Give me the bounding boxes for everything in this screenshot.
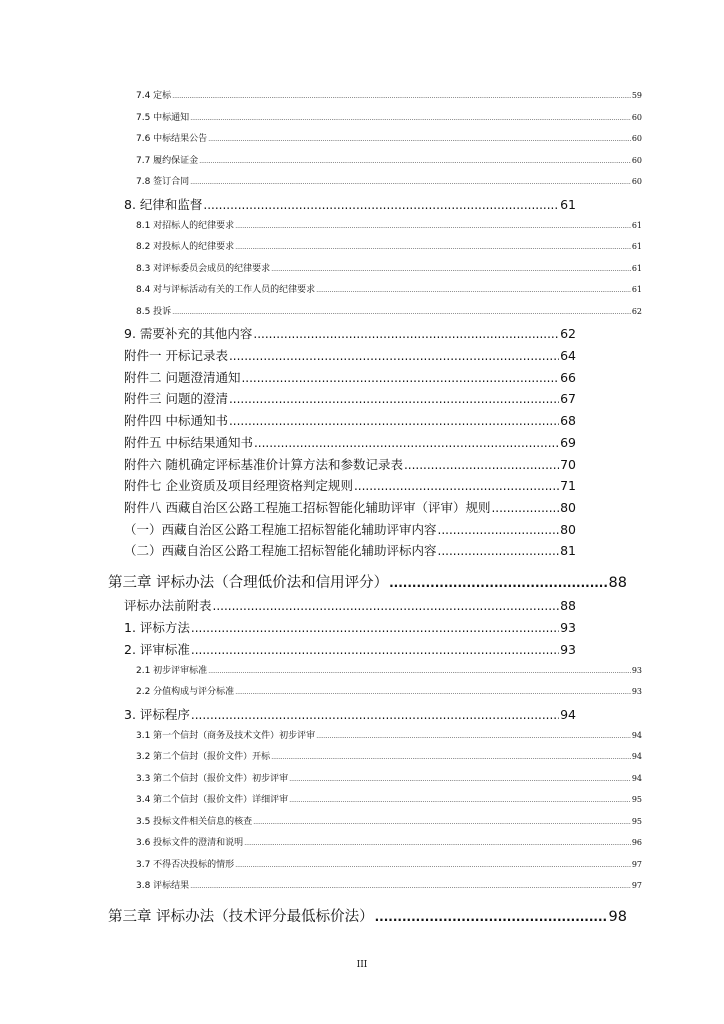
toc-entry-page: 62 [631, 307, 642, 316]
toc-leader-dots [289, 776, 631, 783]
toc-leader-dots [375, 910, 608, 924]
toc-entry-title: 8.1 对招标人的纪律要求 [136, 221, 235, 231]
toc-entry[interactable] [124, 520, 576, 538]
toc-entry[interactable] [136, 282, 642, 295]
toc-leader-dots [213, 599, 560, 613]
toc-entry-title: 第三章 评标办法（合理低价法和信用评分） [108, 575, 389, 591]
toc-leader-dots [316, 287, 631, 294]
toc-entry-title: 2.1 初步评审标准 [136, 666, 208, 676]
toc-entry-page: 95 [631, 795, 642, 804]
toc-entry-page: 60 [631, 156, 642, 165]
toc-entry-page: 61 [631, 221, 642, 230]
toc-entry-title: 附件二 问题澄清通知 [124, 370, 241, 385]
toc-leader-dots [235, 862, 631, 869]
toc-leader-dots [229, 392, 559, 406]
toc-entry-page: 70 [560, 457, 576, 472]
toc-leader-dots [491, 501, 559, 515]
toc-entry[interactable] [136, 878, 642, 891]
toc-leader-dots [241, 371, 559, 385]
toc-entry[interactable] [136, 835, 642, 848]
toc-entry-title: 7.7 履约保证金 [136, 156, 199, 166]
toc-entry-title: 3.7 不得否决投标的情形 [136, 860, 235, 870]
toc-entry[interactable] [136, 304, 642, 317]
toc-leader-dots [253, 819, 631, 826]
toc-entry[interactable] [136, 749, 642, 762]
toc-leader-dots [289, 797, 631, 804]
toc-entry-page: 59 [631, 91, 642, 100]
toc-leader-dots [190, 883, 631, 890]
toc-entry[interactable] [124, 195, 576, 213]
toc-leader-dots [235, 244, 631, 251]
toc-entry[interactable] [124, 541, 576, 559]
toc-entry-title: 3.8 评标结果 [136, 881, 190, 891]
toc-leader-dots [316, 733, 631, 740]
toc-leader-dots [191, 708, 559, 722]
toc-entry-title: 3. 评标程序 [124, 707, 190, 722]
toc-entry-page: 94 [631, 731, 642, 740]
toc-entry[interactable] [136, 239, 642, 252]
toc-entry-title: 附件四 中标通知书 [124, 413, 228, 428]
toc-entry[interactable] [124, 411, 576, 429]
toc-entry[interactable] [124, 455, 576, 473]
toc-entry[interactable] [136, 771, 642, 784]
toc-leader-dots [253, 327, 559, 341]
toc-entry[interactable] [124, 498, 576, 516]
toc-leader-dots [235, 689, 631, 696]
toc-entry[interactable] [136, 792, 642, 805]
toc-entry-title: 7.6 中标结果公告 [136, 134, 208, 144]
toc-entry-page: 81 [560, 543, 576, 558]
toc-entry[interactable] [124, 596, 576, 614]
toc-leader-dots [190, 115, 631, 122]
toc-entry-title: 附件七 企业资质及项目经理资格判定规则 [124, 478, 353, 493]
toc-leader-dots [438, 544, 560, 558]
toc-leader-dots [190, 179, 631, 186]
toc-entry[interactable] [136, 218, 642, 231]
toc-entry-title: 附件一 开标记录表 [124, 348, 228, 363]
toc-chapter-entry[interactable] [108, 571, 627, 592]
toc-leader-dots [271, 266, 631, 273]
toc-entry-page: 93 [631, 687, 642, 696]
toc-entry-page: 98 [608, 909, 627, 925]
toc-entry[interactable] [136, 174, 642, 187]
toc-entry[interactable] [124, 324, 576, 342]
toc-entry-title: 3.5 投标文件相关信息的核查 [136, 817, 253, 827]
toc-leader-dots [254, 436, 559, 450]
toc-leader-dots [229, 349, 559, 363]
toc-entry-page: 95 [631, 817, 642, 826]
toc-entry-title: 3.3 第二个信封（报价文件）初步评审 [136, 774, 289, 784]
toc-entry-page: 66 [560, 370, 576, 385]
toc-entry-title: 2. 评审标准 [124, 642, 190, 657]
toc-entry-page: 93 [631, 666, 642, 675]
toc-entry-title: （一）西藏自治区公路工程施工招标智能化辅助评审内容 [124, 522, 437, 537]
toc-entry[interactable] [124, 368, 576, 386]
toc-entry-page: 97 [631, 881, 642, 890]
toc-entry-page: 71 [560, 478, 576, 493]
toc-entry-title: 评标办法前附表 [124, 598, 212, 613]
toc-entry-page: 60 [631, 134, 642, 143]
toc-entry-page: 88 [560, 598, 576, 613]
toc-entry[interactable] [136, 110, 642, 123]
toc-entry-page: 69 [560, 435, 576, 450]
toc-entry[interactable] [136, 857, 642, 870]
toc-entry-title: 8.4 对与评标活动有关的工作人员的纪律要求 [136, 285, 316, 295]
toc-entry-title: 8. 纪律和监督 [124, 197, 203, 212]
toc-entry[interactable] [136, 663, 642, 676]
toc-entry-title: 3.6 投标文件的澄清和说明 [136, 838, 244, 848]
toc-entry-page: 88 [608, 575, 627, 591]
toc-entry-title: 第三章 评标办法（技术评分最低标价法） [108, 909, 374, 925]
toc-leader-dots [244, 840, 631, 847]
toc-leader-dots [172, 93, 631, 100]
toc-entry[interactable] [124, 705, 576, 723]
toc-entry-page: 67 [560, 391, 576, 406]
toc-entry-page: 94 [560, 707, 576, 722]
toc-entry-page: 61 [631, 285, 642, 294]
toc-entry-page: 80 [560, 522, 576, 537]
toc-entry[interactable] [136, 728, 642, 741]
toc-entry[interactable] [136, 88, 642, 101]
toc-entry-page: 61 [560, 197, 576, 212]
toc-leader-dots [229, 414, 559, 428]
toc-leader-dots [199, 158, 631, 165]
toc-leader-dots [389, 576, 607, 590]
toc-entry[interactable] [136, 814, 642, 827]
toc-entry-title: 7.5 中标通知 [136, 113, 190, 123]
toc-entry[interactable] [124, 640, 576, 658]
toc-entry-page: 62 [560, 326, 576, 341]
toc-leader-dots [208, 136, 631, 143]
toc-entry[interactable] [124, 476, 576, 494]
toc-entry[interactable] [136, 261, 642, 274]
toc-entry-page: 94 [631, 752, 642, 761]
toc-entry-title: 8.5 投诉 [136, 307, 172, 317]
toc-leader-dots [438, 523, 560, 537]
toc-entry-title: 8.3 对评标委员会成员的纪律要求 [136, 264, 271, 274]
toc-entry-title: 1. 评标方法 [124, 620, 190, 635]
toc-leader-dots [191, 621, 559, 635]
toc-entry-page: 60 [631, 113, 642, 122]
toc-leader-dots [203, 198, 559, 212]
toc-entry[interactable] [136, 153, 642, 166]
toc-entry-page: 64 [560, 348, 576, 363]
toc-entry[interactable] [124, 346, 576, 364]
toc-leader-dots [191, 643, 559, 657]
toc-entry-title: 7.4 定标 [136, 91, 172, 101]
toc-entry-title: 8.2 对投标人的纪律要求 [136, 242, 235, 252]
toc-entry-title: 附件八 西藏自治区公路工程施工招标智能化辅助评审（评审）规则 [124, 500, 491, 515]
toc-entry-page: 94 [631, 774, 642, 783]
toc-entry-page: 93 [560, 620, 576, 635]
toc-leader-dots [354, 479, 559, 493]
page-number-footer: III [356, 960, 368, 970]
toc-entry[interactable] [136, 684, 642, 697]
toc-entry[interactable] [136, 131, 642, 144]
toc-entry-page: 97 [631, 860, 642, 869]
toc-leader-dots [172, 309, 631, 316]
toc-chapter-entry[interactable] [108, 905, 627, 926]
toc-leader-dots [235, 223, 631, 230]
toc-leader-dots [271, 754, 631, 761]
toc-entry-page: 96 [631, 838, 642, 847]
toc-entry-page: 60 [631, 177, 642, 186]
toc-entry-title: 附件五 中标结果通知书 [124, 435, 253, 450]
toc-entry[interactable] [124, 618, 576, 636]
toc-entry-title: （二）西藏自治区公路工程施工招标智能化辅助评标内容 [124, 543, 437, 558]
toc-entry-title: 3.4 第二个信封（报价文件）详细评审 [136, 795, 289, 805]
toc-entry-title: 3.2 第二个信封（报价文件）开标 [136, 752, 271, 762]
toc-entry-page: 61 [631, 242, 642, 251]
toc-entry-title: 2.2 分值构成与评分标准 [136, 687, 235, 697]
toc-entry-page: 80 [560, 500, 576, 515]
toc-entry-page: 61 [631, 264, 642, 273]
toc-entry-page: 68 [560, 413, 576, 428]
toc-entry-page: 93 [560, 642, 576, 657]
toc-entry[interactable] [124, 389, 576, 407]
toc-leader-dots [208, 668, 631, 675]
toc-entry-title: 9. 需要补充的其他内容 [124, 326, 253, 341]
toc-entry[interactable] [124, 433, 576, 451]
toc-entry-title: 3.1 第一个信封（商务及技术文件）初步评审 [136, 731, 316, 741]
toc-entry-title: 附件三 问题的澄清 [124, 391, 228, 406]
toc-leader-dots [404, 458, 559, 472]
toc-entry-title: 7.8 签订合同 [136, 177, 190, 187]
toc-entry-title: 附件六 随机确定评标基准价计算方法和参数记录表 [124, 457, 403, 472]
